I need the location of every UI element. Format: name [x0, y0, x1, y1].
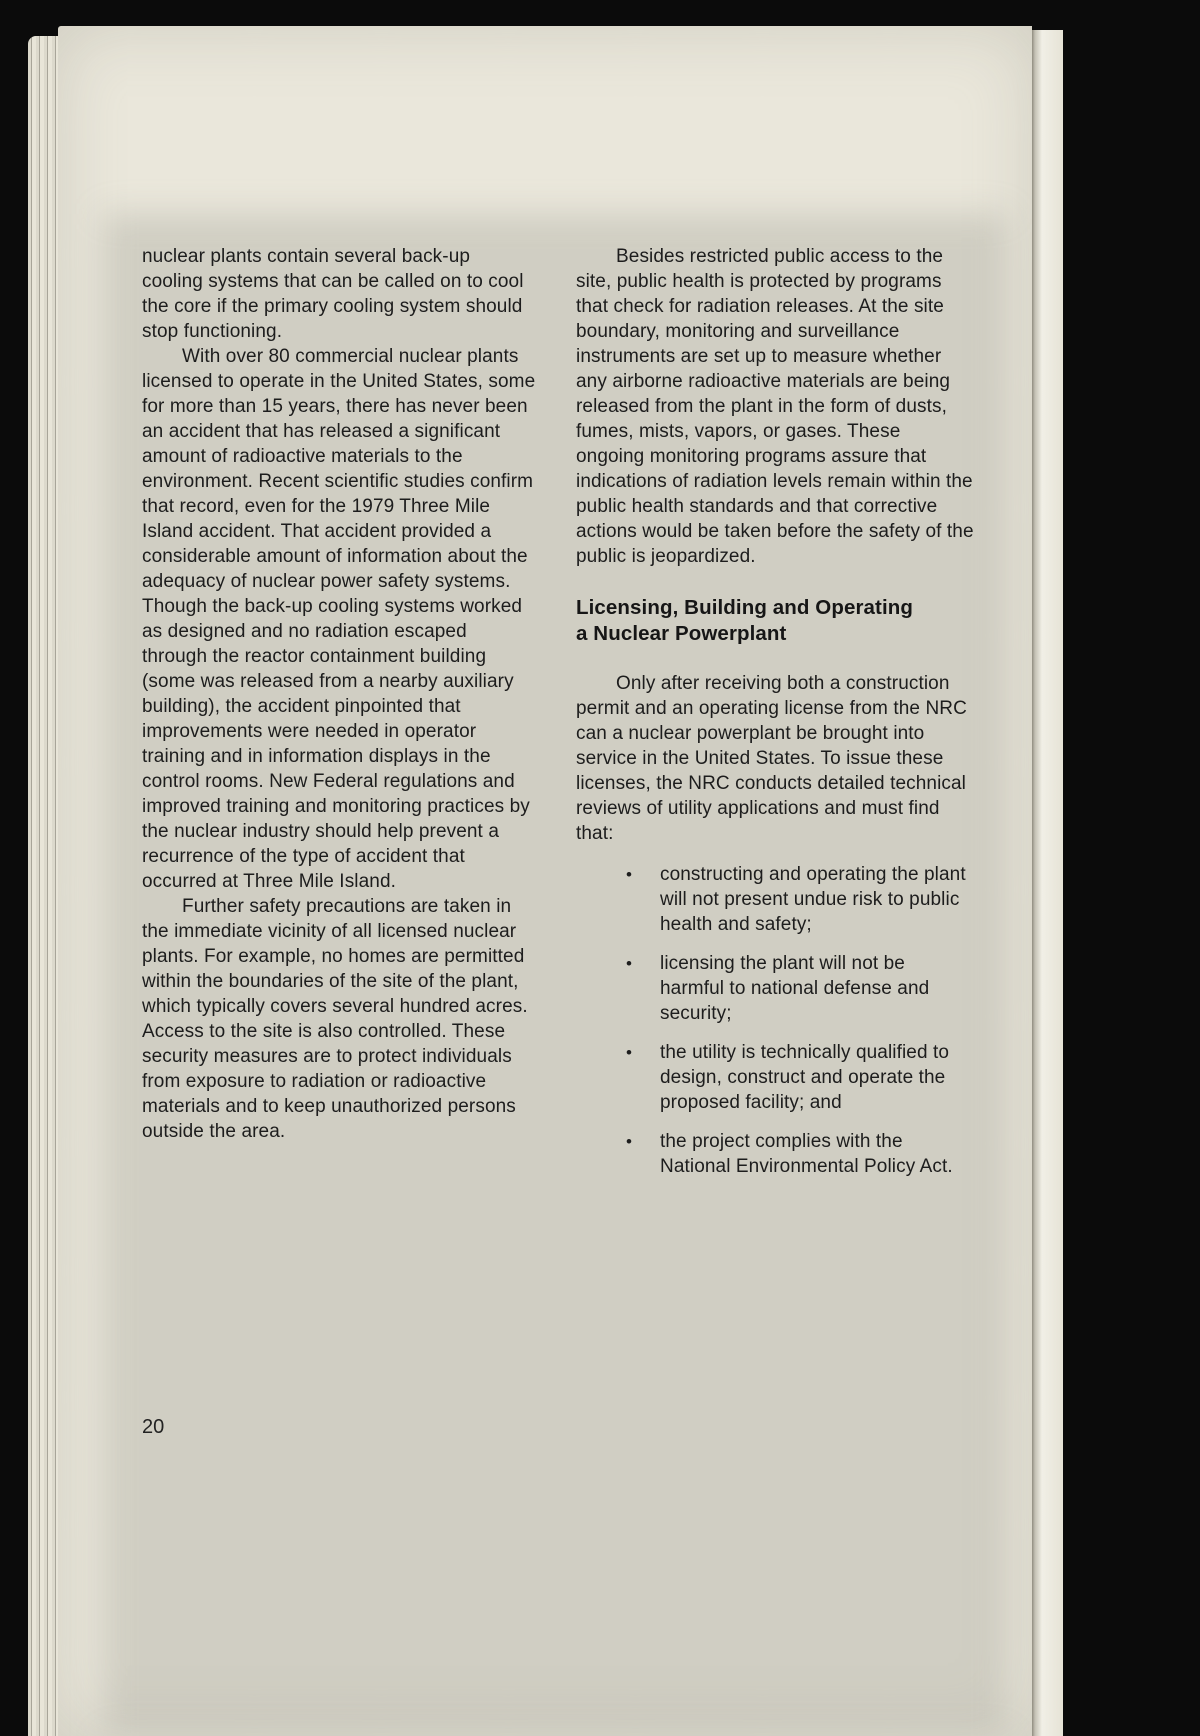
paragraph-licensing: Only after receiving both a construction permit and an operating license from the NRC can a nuclear powerplant be brought into service in the United States. To issue these licenses, the NRC conducts detailed technical reviews of utility applications and must find that: — [576, 673, 967, 844]
licensing-findings-list — [576, 862, 974, 1179]
paragraph-backup-cooling: nuclear plants contain several back-up cooling systems that can be called on to cool the core if the primary cooling system should stop functioning. — [142, 246, 524, 342]
page-content — [142, 244, 974, 1193]
list-item — [576, 862, 974, 937]
paragraph-site-precautions: Further safety precautions are taken in the immediate vicinity of all licensed nuclear plants. For example, no homes are permitted within the boundaries of the site of the plant, which typically covers several hundred acres. Access to the site is also controlled. These security measures are to protect individuals from exposure to radiation or radioactive materials and to keep unauthorized persons outside the area. — [142, 896, 528, 1142]
bullet-icon: • — [626, 865, 633, 884]
list-item — [576, 1040, 974, 1115]
bullet-icon: • — [626, 1132, 633, 1151]
bullet-icon: • — [626, 954, 633, 973]
list-item-text: constructing and operating the plant will not present undue risk to public health and safety; — [660, 864, 966, 935]
right-column — [576, 244, 974, 1193]
list-item-text: the project complies with the National Environmental Policy Act. — [660, 1131, 953, 1177]
paragraph-safety-record: With over 80 commercial nuclear plants licensed to operate in the United States, some for more than 15 years, there has never been an accident that has released a significant amount of radioactive materials to the environment. Recent scientific studies confirm that record, even for the 1979 Three Mile Island accident. That accident provided a considerable amount of information about the adequacy of nuclear power safety systems. Though the back-up cooling systems worked as designed and no radiation escaped through the reactor containment building (some was released from a nearby auxiliary building), the accident pinpointed that improvements were needed in operator training and in information displays in the control rooms. New Federal regulations and improved training and monitoring practices by the nuclear industry should help prevent a recurrence of the type of accident that occurred at Three Mile Island. — [142, 346, 536, 892]
list-item — [576, 1129, 974, 1179]
document-page — [58, 26, 1032, 1736]
page-stack-edge — [28, 36, 60, 1736]
list-item — [576, 951, 974, 1026]
adjacent-page-edge — [1032, 30, 1063, 1736]
bullet-icon: • — [626, 1043, 633, 1062]
page-number: 20 — [142, 1416, 165, 1438]
list-item-text: the utility is technically qualified to design, construct and operate the proposed facility; and — [660, 1042, 950, 1113]
list-item-text: licensing the plant will not be harmful to national defense and security; — [660, 953, 930, 1024]
left-column — [142, 244, 536, 1193]
section-heading: Licensing, Building and Operating a Nuclear Powerplant — [576, 596, 914, 645]
paragraph-public-health: Besides restricted public access to the site, public health is protected by programs that check for radiation releases. At the site boundary, monitoring and surveillance instruments are set up to measure whether any airborne radioactive materials are being released from the plant in the form of dusts, fumes, mists, vapors, or gases. These ongoing monitoring programs assure that indications of radiation levels remain within the public health standards and that corrective actions would be taken before the safety of the public is jeopardized. — [576, 246, 974, 567]
